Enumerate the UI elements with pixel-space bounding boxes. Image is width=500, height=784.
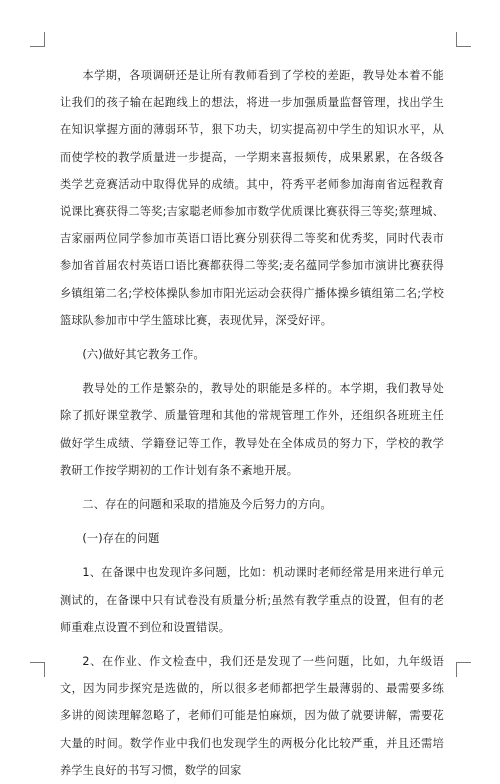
crop-mark-top-right xyxy=(456,32,471,47)
section-heading-other-work: (六)做好其它教务工作。 xyxy=(82,348,205,362)
crop-mark-bottom-left xyxy=(30,662,45,677)
paragraph-achievements: 本学期，各项调研还是让所有教师看到了学校的差距，教导处本着不能让我们的孩子输在起跑线上的想法，将进一步加强质量监督管理，找出学生在知识掌握方面的薄弱环节，狠下功夫，切实提高初中学生的知识水平，从而使学校的教学质量进一步提高，一学期来喜报频传，成果累累，在各级各类学艺竞赛活动中取得优异的成绩。其中，符秀平老师参加海南省远程教育说课比赛获得二等奖;吉家聪老师参加市数学优质课比赛获得三等奖;蔡理城、吉家丽两位同学参加市英语口语比赛分别获得二等奖和优秀奖，同时代表市参加省首届农村英语口语比赛都获得二等奖;麦名蕴同学参加市演讲比赛获得乡镇组第二名;学校体操队参加市阳光运动会获得广播体操乡镇组第二名;学校篮球队参加市中学生篮球比赛，表现优异，深受好评。 xyxy=(60,69,444,327)
paragraph-other-work: 教导处的工作是繁杂的，教导处的职能是多样的。本学期，我们教导处除了抓好课堂教学、质量管理和其他的常规管理工作外，还组织各班班主任做好学生成绩、学籍登记等工作，教导处在全体成员的努力下，学校的教学教研工作按学期初的工作计划有条不紊地开展。 xyxy=(60,382,444,477)
paragraph-homework-problems: 2、在作业、作文检查中，我们还是发现了一些问题，比如，九年级语文，因为同步探究是选做的，所以很多老师都把学生最薄弱的、最需要多练多讲的阅读理解忽略了，老师们可能是怕麻烦，因为做了就要讲解，需要花大量的时间。数学作业中我们也发现学生的两极分化比较严重，并且还需培养学生良好的书写习惯，数学的回家 xyxy=(60,655,444,777)
section-heading-problems: 二、存在的问题和采取的措施及今后努力的方向。 xyxy=(82,498,332,512)
crop-mark-top-left xyxy=(30,32,45,47)
crop-mark-bottom-right xyxy=(456,662,471,677)
subsection-heading-problems: (一)存在的问题 xyxy=(82,532,160,546)
paragraph-lesson-prep-problems: 1、在备课中也发现许多问题，比如：机动课时老师经常是用来进行单元测试的，在备课中只有试卷没有质量分析;虽然有教学重点的设置，但有的老师重难点设置不到位和设置错误。 xyxy=(60,566,444,634)
document-body xyxy=(60,62,444,784)
